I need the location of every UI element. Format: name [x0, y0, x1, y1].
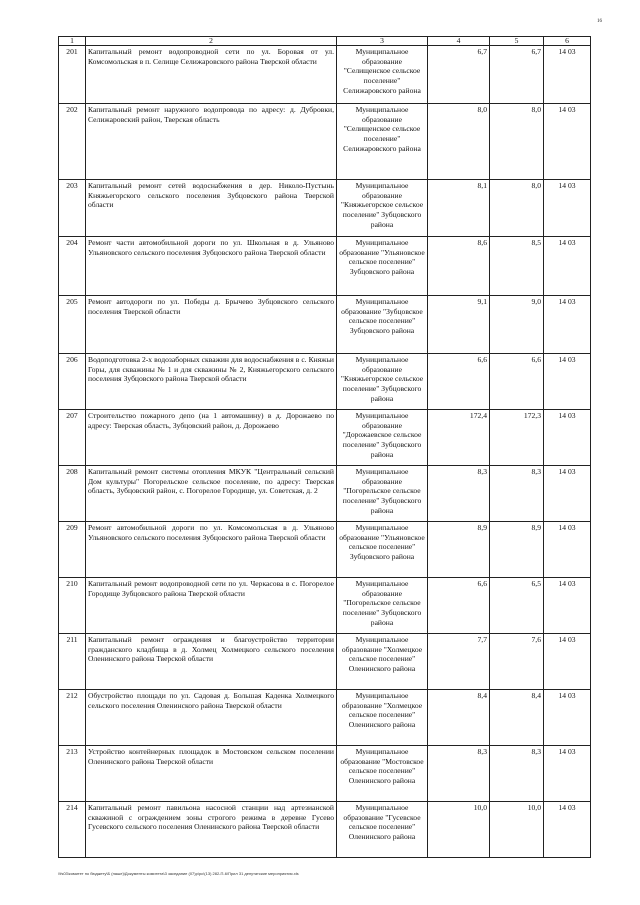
budget-code: 14 03 [544, 296, 591, 354]
budget-code: 14 03 [544, 46, 591, 104]
column-header: 3 [337, 37, 428, 46]
table-row [59, 634, 591, 690]
amount-planned: 6,6 [428, 354, 490, 410]
table-row [59, 746, 591, 802]
municipality: Муниципальное образование "Ульяновское сельское поселение" Зубцовского района [337, 522, 428, 578]
row-number: 202 [59, 104, 86, 180]
municipality: Муниципальное образование "Княжьегорское сельское поселение" Зубцовского района [337, 180, 428, 237]
amount-planned: 8,3 [428, 746, 490, 802]
measure-description: Капитальный ремонт водопроводной сети по ул. Боровая от ул. Комсомольская в п. Селище Селижаровского района Тверской области [86, 46, 337, 104]
amount-approved: 8,4 [490, 690, 544, 746]
municipality: Муниципальное образование "Селищенское сельское поселение" Селижаровского района [337, 46, 428, 104]
amount-approved: 8,5 [490, 237, 544, 296]
table-row [59, 802, 591, 858]
measure-description: Капитальный ремонт ограждения и благоустройство территории гражданского кладбища в д. Холмец Холмецкого сельского поселения Оленинского района Тверской области [86, 634, 337, 690]
table-row [59, 237, 591, 296]
budget-code: 14 03 [544, 104, 591, 180]
measures-table [58, 36, 591, 858]
municipality: Муниципальное образование "Погорельское сельское поселение" Зубцовского района [337, 466, 428, 522]
budget-code: 14 03 [544, 354, 591, 410]
row-number: 205 [59, 296, 86, 354]
amount-planned: 6,6 [428, 578, 490, 634]
row-number: 210 [59, 578, 86, 634]
amount-approved: 8,9 [490, 522, 544, 578]
municipality: Муниципальное образование "Дорожаевское сельское поселение" Зубцовского района [337, 410, 428, 466]
budget-code: 14 03 [544, 180, 591, 237]
amount-approved: 7,6 [490, 634, 544, 690]
column-header: 6 [544, 37, 591, 46]
page-number: 16 [597, 19, 602, 24]
municipality: Муниципальное образование "Погорельское сельское поселение" Зубцовского района [337, 578, 428, 634]
table-row [59, 354, 591, 410]
amount-planned: 7,7 [428, 634, 490, 690]
amount-planned: 8,4 [428, 690, 490, 746]
amount-planned: 172,4 [428, 410, 490, 466]
amount-planned: 8,3 [428, 466, 490, 522]
file-path-footer: \\fs03\комитет по бюджету\Б (наше)\Документы комитета\3 заседание (07)р\рс\(13) 282-П-6\Прил 31 депутатские мероприятия.xls [58, 871, 299, 876]
table-row [59, 180, 591, 237]
amount-approved: 6,6 [490, 354, 544, 410]
budget-code: 14 03 [544, 802, 591, 858]
municipality: Муниципальное образование "Ульяновское сельское поселение" Зубцовского района [337, 237, 428, 296]
budget-code: 14 03 [544, 466, 591, 522]
amount-approved: 8,0 [490, 180, 544, 237]
measure-description: Ремонт автомобильной дороги по ул. Комсомольская в д. Ульяново Ульяновского сельского поселения Зубцовского района Тверской области [86, 522, 337, 578]
measure-description: Капитальный ремонт водопроводной сети по ул. Черкасова в с. Погорелое Городище Зубцовского района Тверской области [86, 578, 337, 634]
amount-planned: 8,0 [428, 104, 490, 180]
amount-approved: 9,0 [490, 296, 544, 354]
amount-planned: 9,1 [428, 296, 490, 354]
municipality: Муниципальное образование "Гусевское сельское поселение" Оленинского района [337, 802, 428, 858]
measure-description: Строительство пожарного депо (на 1 автомашину) в д. Дорожаево по адресу: Тверская область, Зубцовский район, д. Дорожаево [86, 410, 337, 466]
row-number: 214 [59, 802, 86, 858]
row-number: 212 [59, 690, 86, 746]
table-row [59, 46, 591, 104]
amount-planned: 10,0 [428, 802, 490, 858]
row-number: 207 [59, 410, 86, 466]
measure-description: Устройство контейнерных площадок в Мостовском сельском поселении Оленинского района Тверской области [86, 746, 337, 802]
municipality: Муниципальное образование "Княжьегорское сельское поселение" Зубцовского района [337, 354, 428, 410]
amount-planned: 8,6 [428, 237, 490, 296]
municipality: Муниципальное образование "Зубцовское сельское поселение" Зубцовского района [337, 296, 428, 354]
amount-approved: 172,3 [490, 410, 544, 466]
row-number: 208 [59, 466, 86, 522]
budget-code: 14 03 [544, 410, 591, 466]
budget-code: 14 03 [544, 237, 591, 296]
column-header: 2 [86, 37, 337, 46]
amount-planned: 8,9 [428, 522, 490, 578]
table-row [59, 690, 591, 746]
column-header: 1 [59, 37, 86, 46]
amount-approved: 8,3 [490, 746, 544, 802]
amount-planned: 6,7 [428, 46, 490, 104]
table-header-row [59, 37, 591, 46]
amount-approved: 6,5 [490, 578, 544, 634]
table-row [59, 410, 591, 466]
column-header: 4 [428, 37, 490, 46]
budget-code: 14 03 [544, 634, 591, 690]
row-number: 206 [59, 354, 86, 410]
measure-description: Капитальный ремонт сетей водоснабжения в дер. Николо-Пустынь Княжьегорского сельского поселения Зубцовского района Тверской области [86, 180, 337, 237]
row-number: 209 [59, 522, 86, 578]
municipality: Муниципальное образование "Холмецкое сельское поселение" Оленинского района [337, 634, 428, 690]
measure-description: Обустройство площади по ул. Садовая д. Большая Каденка Холмецкого сельского поселения Оленинского района Тверской области [86, 690, 337, 746]
budget-code: 14 03 [544, 578, 591, 634]
row-number: 203 [59, 180, 86, 237]
budget-code: 14 03 [544, 746, 591, 802]
amount-approved: 8,3 [490, 466, 544, 522]
table-row [59, 466, 591, 522]
row-number: 201 [59, 46, 86, 104]
table-row [59, 104, 591, 180]
budget-code: 14 03 [544, 522, 591, 578]
measure-description: Капитальный ремонт наружного водопровода по адресу: д. Дубровки, Селижаровский район, Тверская область [86, 104, 337, 180]
amount-planned: 8,1 [428, 180, 490, 237]
amount-approved: 6,7 [490, 46, 544, 104]
row-number: 213 [59, 746, 86, 802]
measure-description: Ремонт части автомобильной дороги по ул. Школьная в д. Ульяново Ульяновского сельского поселения Зубцовского района Тверской области [86, 237, 337, 296]
table-row [59, 578, 591, 634]
table-row [59, 522, 591, 578]
municipality: Муниципальное образование "Селищенское сельское поселение" Селижаровского района [337, 104, 428, 180]
amount-approved: 10,0 [490, 802, 544, 858]
budget-code: 14 03 [544, 690, 591, 746]
measure-description: Ремонт автодороги по ул. Победы д. Брычево Зубцовского сельского поселения Тверской области [86, 296, 337, 354]
column-header: 5 [490, 37, 544, 46]
measure-description: Капитальный ремонт павильона насосной станции над артезианской скважиной с ограждением зоны строгого режима в деревне Гусево Гусевского сельского поселения Оленинского района Тверской области [86, 802, 337, 858]
row-number: 211 [59, 634, 86, 690]
municipality: Муниципальное образование "Мостовское сельское поселение" Оленинского района [337, 746, 428, 802]
measure-description: Капитальный ремонт системы отопления МКУК "Центральный сельский Дом культуры" Погорельское сельское поселение, по адресу: Тверская область, Зубцовский район, с. Погорелое Городище, ул. Советская, д. 2 [86, 466, 337, 522]
row-number: 204 [59, 237, 86, 296]
measure-description: Водоподготовка 2-х водозаборных скважин для водоснабжения в с. Княжьи Горы, для скважины № 1 и для скважины № 2, Княжьегорского сельского поселения Зубцовского района Тверской области [86, 354, 337, 410]
municipality: Муниципальное образование "Холмецкое сельское поселение" Оленинского района [337, 690, 428, 746]
amount-approved: 8,0 [490, 104, 544, 180]
table-row [59, 296, 591, 354]
